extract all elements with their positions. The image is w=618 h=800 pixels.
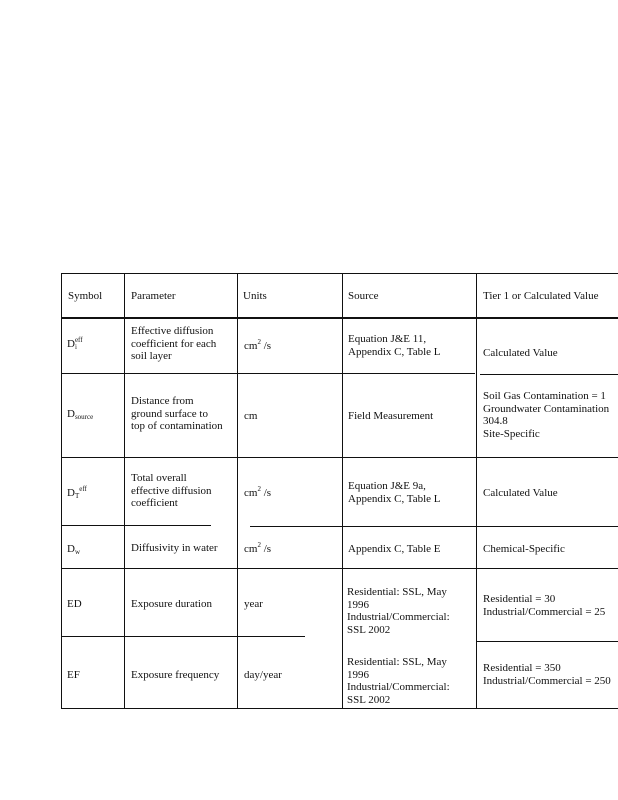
row6-symbol: EF bbox=[67, 669, 80, 681]
row3-symbol: $D_T^{eff}$ bbox=[67, 485, 87, 500]
table-top-rule bbox=[61, 273, 618, 274]
row-rule-5b bbox=[476, 641, 618, 642]
row-rule-1b bbox=[480, 374, 618, 375]
row-rule-4 bbox=[61, 568, 618, 569]
row-rule-2 bbox=[61, 457, 618, 458]
row3-parameter: Total overall effective diffusion coefficient bbox=[131, 472, 212, 509]
row4-source: Appendix C, Table E bbox=[348, 543, 441, 555]
row5-units: year bbox=[244, 598, 263, 610]
row2-symbol: $D_{source}$ bbox=[67, 408, 94, 421]
row5-source: Residential: SSL, May 1996 Industrial/Commercial: SSL 2002 bbox=[347, 586, 450, 636]
row-rule-5a bbox=[61, 636, 305, 637]
row4-value: Chemical-Specific bbox=[483, 543, 565, 555]
row1-parameter: Effective diffusion coefficient for each soil layer bbox=[131, 325, 217, 362]
row-rule-3a bbox=[61, 525, 211, 526]
row2-parameter: Distance from ground surface to top of contamination bbox=[131, 395, 223, 432]
col-rule-4 bbox=[476, 273, 477, 709]
row4-units: $cm^2$ /s bbox=[244, 541, 272, 555]
col-rule-2 bbox=[237, 273, 238, 709]
header-symbol: Symbol bbox=[68, 290, 103, 302]
row6-parameter: Exposure frequency bbox=[131, 669, 220, 681]
header-parameter: Parameter bbox=[131, 290, 176, 302]
row4-symbol: $D_w$ bbox=[67, 543, 81, 556]
header-value: Tier 1 or Calculated Value bbox=[483, 290, 599, 302]
col-rule-1 bbox=[124, 273, 125, 709]
row3-value: Calculated Value bbox=[483, 487, 558, 499]
col-rule-3 bbox=[342, 273, 343, 709]
row1-units: $cm^2$ /s bbox=[244, 338, 272, 352]
row5-parameter: Exposure duration bbox=[131, 598, 212, 610]
header-units: Units bbox=[243, 290, 267, 302]
row6-units: day/year bbox=[244, 669, 282, 681]
row1-source: Equation J&E 11, Appendix C, Table L bbox=[348, 333, 441, 358]
row2-units: cm bbox=[244, 410, 258, 422]
row-rule-3b bbox=[250, 526, 618, 527]
row5-symbol: ED bbox=[67, 598, 82, 610]
row1-value: Calculated Value bbox=[483, 347, 558, 359]
row3-units: $cm^2$ /s bbox=[244, 485, 272, 499]
row6-source: Residential: SSL, May 1996 Industrial/Commercial: SSL 2002 bbox=[347, 656, 450, 706]
row1-symbol: $D^{eff}$ i bbox=[67, 336, 83, 351]
row6-value: Residential = 350 Industrial/Commercial = 250 bbox=[483, 662, 611, 687]
header-source: Source bbox=[348, 290, 379, 302]
row3-source: Equation J&E 9a, Appendix C, Table L bbox=[348, 480, 441, 505]
header-bottom-rule bbox=[61, 317, 618, 319]
row4-parameter: Diffusivity in water bbox=[131, 542, 218, 554]
row5-value: Residential = 30 Industrial/Commercial = 25 bbox=[483, 593, 606, 618]
row2-value: Soil Gas Contamination = 1 Groundwater Contamination 304.8 Site-Specific bbox=[483, 390, 610, 440]
table-left-rule bbox=[61, 273, 62, 709]
row2-source: Field Measurement bbox=[348, 410, 434, 422]
table-bottom-rule bbox=[61, 708, 618, 709]
